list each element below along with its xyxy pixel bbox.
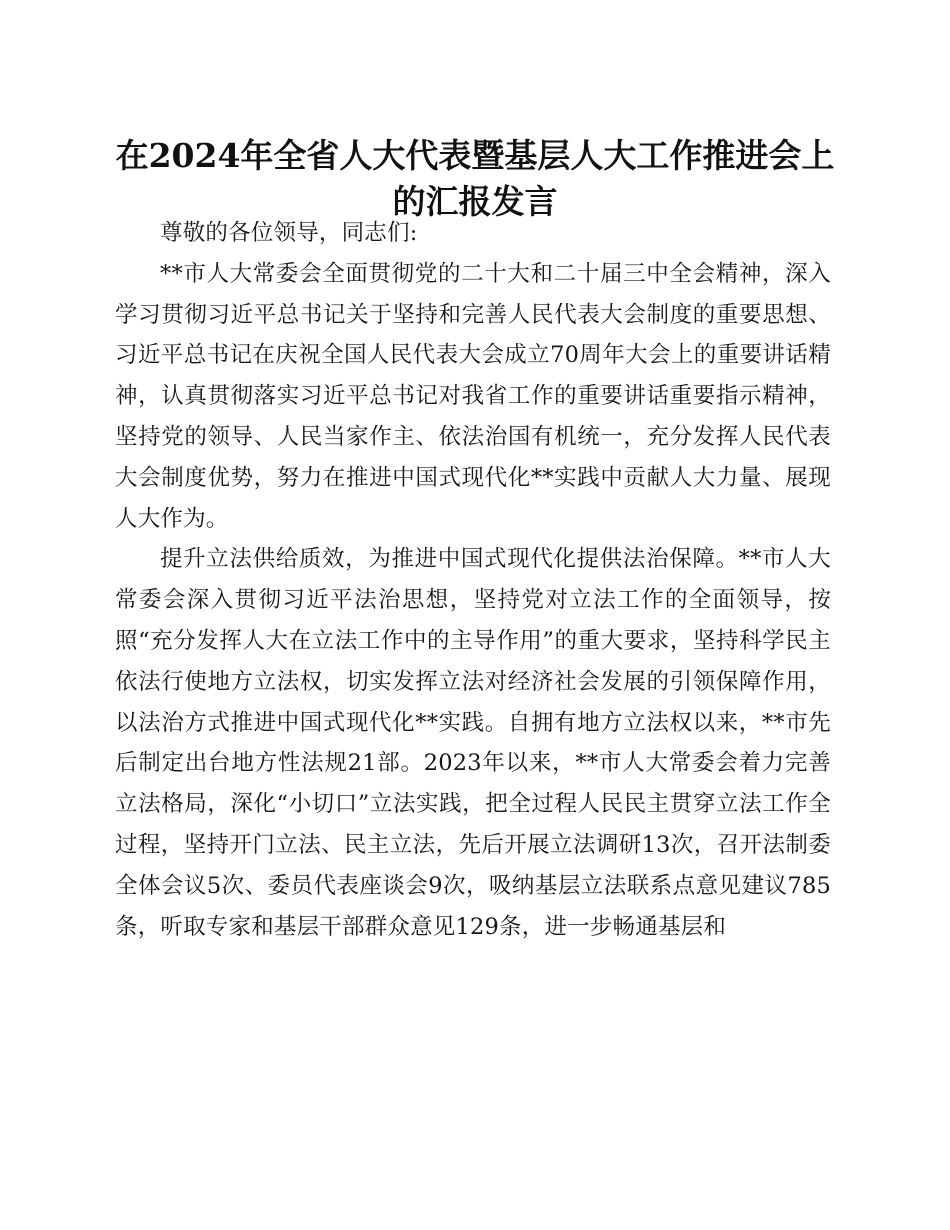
salutation: 尊敬的各位领导，同志们: (160, 220, 418, 246)
paragraph-2: 提升立法供给质效，为推进中国式现代化提供法治保障。**市人大常委会深入贯彻习近平法治思想，坚持党对立法工作的全面领导，按照“充分发挥人大在立法工作中的主导作用”的重大要求，坚持科学民主依法行使地方立法权，切实发挥立法对经济社会发展的引领保障作用，以法治方式推进中国式现代化**实践。自拥有地方立法权以来，**市先后制定出台地方性法规21部。2023年以来，**市人大常委会着力完善立法格局，深化“小切口”立法实践，把全过程人民民主贯穿立法工作全过程，坚持开门立法、民主立法，先后开展立法调研13次，召开法制委全体会议5次、委员代表座谈会9次，吸纳基层立法联系点意见建议785条，听取专家和基层干部群众意见129条，进一步畅通基层和 (115, 546, 831, 940)
document-title: 在2024年全省人大代表暨基层人大工作推进会上的汇报发言 (115, 136, 835, 221)
document-body (115, 213, 831, 947)
paragraph-1: **市人大常委会全面贯彻党的二十大和二十届三中全会精神，深入学习贯彻习近平总书记关于坚持和完善人民代表大会制度的重要思想、习近平总书记在庆祝全国人民代表大会成立70周年大会上的重要讲话精神，认真贯彻落实习近平总书记对我省工作的重要讲话重要指示精神，坚持党的领导、人民当家作主、依法治国有机统一，充分发挥人民代表大会制度优势，努力在推进中国式现代化**实践中贡献人大力量、展现人大作为。 (115, 260, 831, 532)
